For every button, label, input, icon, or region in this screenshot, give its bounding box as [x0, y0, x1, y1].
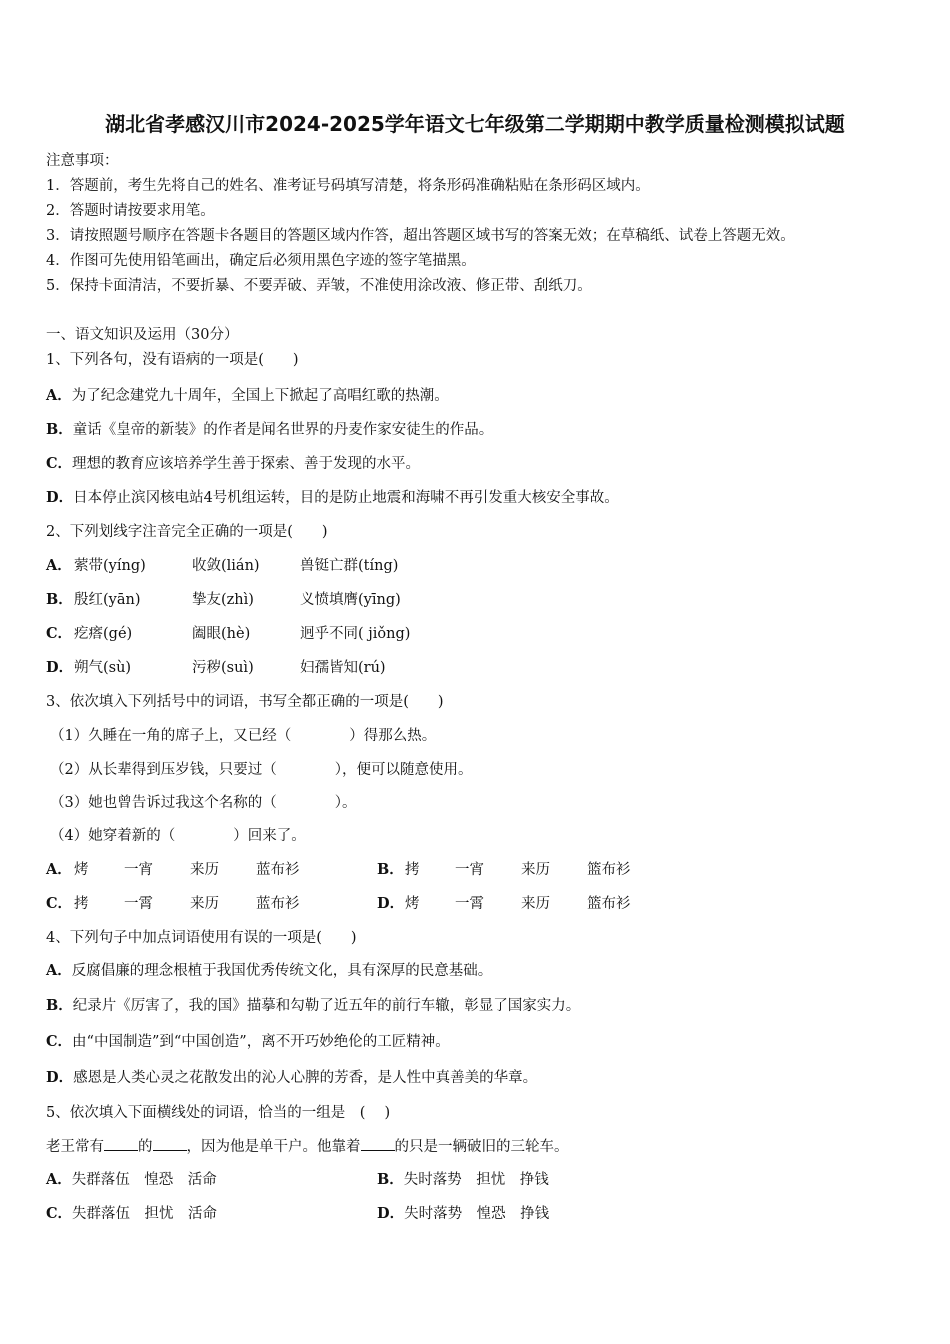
option-label: A．: [46, 861, 72, 878]
option-word: 迥乎不同( jiǒng): [300, 626, 411, 642]
question-3-stem: 3、依次填入下列括号中的词语，书写全都正确的一项是( ): [46, 694, 444, 710]
option-text: 童话《皇帝的新装》的作者是闻名世界的丹麦作家安徒生的作品。: [72, 422, 494, 438]
option-label: D．: [377, 1205, 405, 1222]
option-label: A．: [46, 387, 72, 404]
page-title: 湖北省孝感汉川市2024-2025学年语文七年级第二学期期中教学质量检测模拟试题: [105, 112, 845, 136]
option-label: B．: [377, 861, 404, 878]
option-label: C．: [46, 1033, 73, 1050]
notice-item: 5．保持卡面清洁，不要折暴、不要弄破、弄皱，不准使用涂改液、修正带、刮纸刀。: [46, 278, 592, 294]
option-word: 朔气(sù): [74, 660, 132, 676]
option-word: 来历: [190, 862, 219, 878]
option-word: 篮布衫: [587, 862, 631, 878]
option-text: 失时落势 惶恐 挣钱: [404, 1206, 550, 1222]
sentence-part: 老王常有: [46, 1139, 104, 1155]
question-2-stem: 2、下列划线字注音完全正确的一项是( ): [46, 524, 328, 540]
q3-item: （4）她穿着新的（ ）回来了。: [50, 828, 306, 844]
option-word: 拷: [74, 896, 89, 912]
q4-option-d: [46, 1068, 537, 1088]
option-word: 篮布衫: [587, 896, 631, 912]
option-word: 一宵: [455, 862, 484, 878]
option-text: 失时落势 担忧 挣钱: [403, 1172, 549, 1188]
option-word: 烤: [74, 862, 89, 878]
q3-item: （2）从长辈得到压岁钱，只要过（ ），便可以随意使用。: [50, 762, 473, 778]
q1-option-b: [46, 420, 493, 440]
option-word: 疙瘩(gé): [74, 626, 133, 642]
option-word: 萦带(yíng): [74, 558, 146, 574]
notice-item: 2．答题时请按要求用笔。: [46, 203, 215, 219]
option-text: 失群落伍 担忧 活命: [72, 1206, 218, 1222]
q4-option-c: [46, 1032, 450, 1052]
sentence-part: 的只是一辆破旧的三轮车。: [394, 1139, 569, 1155]
question-4-stem: 4、下列句子中加点词语使用有误的一项是( ): [46, 930, 357, 946]
option-word: 阖眼(hè): [192, 626, 251, 642]
option-word: 收敛(lián): [192, 558, 260, 574]
q4-option-a: [46, 961, 492, 981]
notice-item: 3．请按照题号顺序在答题卡各题目的答题区域内作答，超出答题区域书写的答案无效；在草稿纸、试卷上答题无效。: [46, 228, 795, 244]
option-text: 由“中国制造”到“中国创造”，离不开巧妙绝伦的工匠精神。: [72, 1034, 450, 1050]
q3-option-d: [377, 894, 705, 914]
option-word: 来历: [521, 862, 550, 878]
q3-item: （3）她也曾告诉过我这个名称的（ ）。: [50, 795, 357, 811]
sentence-part: ，因为他是单干户。他靠着: [186, 1139, 361, 1155]
fill-blank: [104, 1136, 138, 1151]
option-word: 殷红(yān): [74, 592, 141, 608]
option-word: 蓝布衫: [256, 862, 300, 878]
option-text: 感恩是人类心灵之花散发出的沁人心脾的芳香，是人性中真善美的华章。: [73, 1070, 538, 1086]
option-label: C．: [46, 895, 73, 912]
notice-heading: 注意事项：: [46, 153, 119, 169]
q3-option-a: [46, 860, 374, 880]
q3-option-c: [46, 894, 374, 914]
option-text: 失群落伍 惶恐 活命: [71, 1172, 217, 1188]
option-label: C．: [46, 455, 73, 472]
option-text: 为了纪念建党九十周年，全国上下掀起了高唱红歌的热潮。: [71, 388, 449, 404]
q2-option-d: [46, 658, 450, 678]
option-label: C．: [46, 625, 73, 642]
option-word: 蓝布衫: [256, 896, 300, 912]
option-label: B．: [377, 1171, 404, 1188]
q3-item: （1）久睡在一角的席子上，又已经（ ）得那么热。: [50, 728, 437, 744]
option-word: 兽铤亡群(tíng): [300, 558, 399, 574]
option-label: D．: [377, 895, 405, 912]
option-word: 一宵: [124, 862, 153, 878]
option-word: 挚友(zhì): [192, 592, 254, 608]
option-word: 一霄: [455, 896, 484, 912]
sentence-part: 的: [138, 1139, 153, 1155]
q5-option-d: [377, 1204, 549, 1224]
q3-option-b: [377, 860, 705, 880]
option-label: A．: [46, 962, 72, 979]
option-word: 一霄: [124, 896, 153, 912]
option-text: 日本停止滨冈核电站4号机组运转，目的是防止地震和海啸不再引发重大核安全事故。: [73, 490, 619, 506]
q5-option-a: [46, 1170, 217, 1190]
q4-option-b: [46, 996, 580, 1016]
option-text: 理想的教育应该培养学生善于探索、善于发现的水平。: [72, 456, 421, 472]
option-label: B．: [46, 591, 73, 608]
question-5-stem: 5、依次填入下面横线处的词语，恰当的一组是 ( ): [46, 1105, 391, 1121]
option-label: D．: [46, 489, 74, 506]
option-label: B．: [46, 421, 73, 438]
option-word: 来历: [521, 896, 550, 912]
q2-option-b: [46, 590, 450, 610]
q1-option-c: [46, 454, 420, 474]
option-word: 拷: [405, 862, 420, 878]
q1-option-d: [46, 488, 619, 508]
q5-option-b: [377, 1170, 549, 1190]
option-word: 烤: [405, 896, 420, 912]
fill-blank: [361, 1136, 395, 1151]
fill-blank: [153, 1136, 187, 1151]
option-word: 来历: [190, 896, 219, 912]
q5-option-c: [46, 1204, 217, 1224]
option-label: D．: [46, 659, 74, 676]
option-text: 反腐倡廉的理念根植于我国优秀传统文化，具有深厚的民意基础。: [71, 963, 493, 979]
section-heading: 一、语文知识及运用（30分）: [46, 327, 239, 343]
question-1-stem: 1、下列各句，没有语病的一项是( ): [46, 352, 299, 368]
q1-option-a: [46, 386, 449, 406]
notice-item: 4．作图可先使用铅笔画出，确定后必须用黑色字迹的签字笔描黑。: [46, 253, 476, 269]
notice-item: 1．答题前，考生先将自己的姓名、准考证号码填写清楚，将条形码准确粘贴在条形码区域内。: [46, 178, 650, 194]
q2-option-a: [46, 556, 450, 576]
option-label: A．: [46, 557, 72, 574]
option-label: C．: [46, 1205, 73, 1222]
option-label: A．: [46, 1171, 72, 1188]
option-word: 污秽(suì): [192, 660, 254, 676]
q2-option-c: [46, 624, 450, 644]
option-label: D．: [46, 1069, 74, 1086]
q5-sentence: [46, 1136, 569, 1157]
option-word: 妇孺皆知(rú): [300, 660, 386, 676]
option-word: 义愤填膺(yīng): [300, 592, 401, 608]
option-label: B．: [46, 997, 73, 1014]
option-text: 纪录片《厉害了，我的国》描摹和勾勒了近五年的前行车辙，彰显了国家实力。: [72, 998, 581, 1014]
